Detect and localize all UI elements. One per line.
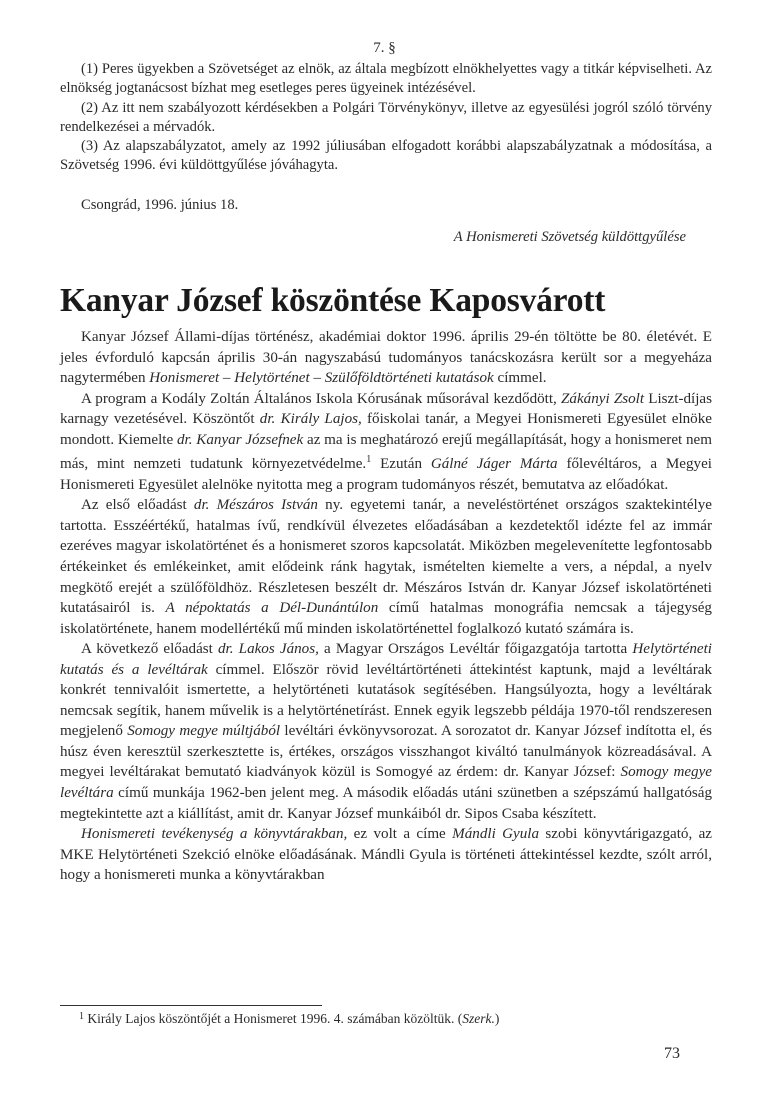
- italic-run: dr. Király Lajos,: [259, 411, 362, 428]
- footnote-reference: 1: [366, 454, 372, 466]
- text-run: ez volt a címe: [347, 826, 453, 843]
- text-run: az ma is meghatározó erejű megállapítását, hogy a honismeret nem más, mint nemzeti tudatunk környezetvédelme.: [60, 431, 712, 473]
- page-number: 73: [664, 1045, 680, 1062]
- text-run: című hatalmas monográfia nemcsak a tájegység iskolatörténete, hanem modellértékű mű minden iskolatörténettel foglalkozó kutató számára is.: [60, 600, 712, 637]
- footnote-divider: [60, 1005, 322, 1006]
- text-run: című munkája 1962-ben jelent meg. A második előadás utáni szünetben a szépszámú hallgatóság megtekintette azt a kiállítást, amit dr. Kanyar József munkáiból dr. Sipos Csaba készített.: [60, 785, 712, 822]
- text-run: Kanyar József Állami-díjas történész, akadémiai doktor 1996. április 29-én töltötte be 80. életévét. E jeles évforduló kapcsán április 30-án nagyszabású tudományos tanácskozásra került sor a megyeháza nagytermében: [60, 329, 712, 387]
- italic-run: dr. Kanyar Józsefnek: [176, 431, 304, 448]
- footnote-close: ): [494, 1011, 500, 1026]
- signature: A Honismereti Szövetség küldöttgyűlése: [453, 229, 686, 245]
- italic-run: dr. Mészáros István: [193, 497, 318, 514]
- footnote: [79, 1011, 499, 1027]
- article-title: Kanyar József köszöntése Kaposvárott: [60, 282, 606, 319]
- italic-run: Mándli Gyula: [452, 826, 540, 843]
- italic-run: Gálné Jáger Márta: [430, 456, 558, 473]
- italic-run: Somogy megye levéltára: [60, 764, 712, 802]
- statute-paragraph-1: (1) Peres ügyekben a Szövetséget az elnök, az általa megbízott elnökhelyettes vagy a titkár képviselheti. Az elnökség jogtanácsost bízhat meg esetleges peres ügyeinek intézésével.: [60, 61, 712, 97]
- article-paragraph-2: [60, 389, 712, 496]
- text-run: a Magyar Országos Levéltár főigazgatója tartotta: [318, 641, 633, 658]
- text-run: címmel. Először rövid levéltártörténeti áttekintést kaptunk, majd a levéltárak konkrét tennivalóit ismertette, a helytörténeti kutatások segítésében. Hangsúlyozta, hogy a levéltárak nemcsak segítik, hanem művelik is a helytörténetírást. Ennek egyik legszebb példája 1970-től rendszeresen megjelenő: [60, 661, 713, 740]
- statute-paragraph-2: (2) Az itt nem szabályozott kérdésekben a Polgári Törvénykönyv, illetve az egyesülési jogról szóló törvény rendelkezései a mérvadók.: [60, 99, 712, 135]
- italic-run: Zákányi Zsolt: [561, 390, 645, 407]
- article-paragraph-3: [60, 495, 712, 639]
- text-run: A program a Kodály Zoltán Általános Iskola Kórusának műsorával kezdődött,: [81, 390, 562, 407]
- text-run: Liszt-díjas karnagy vezetésével. Köszöntőt: [60, 390, 712, 428]
- article-paragraph-4: [60, 639, 712, 824]
- footnote-text: Király Lajos köszöntőjét a Honismeret 1996. 4. számában közöltük. (: [84, 1011, 463, 1026]
- text-run: A következő előadást: [81, 641, 218, 658]
- footnote-editor: Szerk.: [462, 1011, 495, 1026]
- italic-run: Somogy megye múltjából: [127, 723, 281, 740]
- italic-run: dr. Lakos János,: [218, 641, 319, 658]
- italic-run: Honismereti tevékenység a könyvtárakban,: [81, 826, 348, 843]
- footnote-marker: 1: [79, 1011, 84, 1022]
- italic-run: A népoktatás a Dél-Dunántúlon: [165, 600, 379, 617]
- statute-paragraph-3: (3) Az alapszabályzatot, amely az 1992 júliusában elfogadott korábbi alapszabályzatnak a módosítása, a Szövetség 1996. évi küldöttgyűlése jóváhagyta.: [60, 138, 712, 174]
- text-run: szobi könyvtárigazgató, az MKE Helytörténeti Szekció elnöke előadásának. Mándli Gyula is történeti áttekintéssel kezdte, szólt arról, hogy a honismereti munka a könyvtárakban: [60, 826, 713, 884]
- date-line: Csongrád, 1996. június 18.: [81, 197, 239, 213]
- article-paragraph-1: [60, 327, 712, 389]
- text-run: címmel.: [493, 370, 547, 387]
- text-run: főlevéltáros, a Megyei Honismereti Egyesület alelnöke nyitotta meg a program tudományos részét, bemutatva az előadókat.: [60, 456, 712, 493]
- text-run: ny. egyetemi tanár, a neveléstörténet országos szaktekintélye tartotta. Esszéértékű, hatalmas ívű, rendkívül élvezetes előadásában a kezdetektől idézte fel az immár ezeréves magyar iskolatörténet és a honismeret szoros kapcsolatát. Miközben megelevenítette legfontosabb értékeinket és emlékeinket, amit elődeink ránk hagytak, ismételten kiemelte a vers, a népdal, a nyelv megkötő erejét a szülőföldhöz. Részletesen beszélt dr. Mészáros István dr. Kanyar József iskolatörténeti kutatásairól is.: [60, 497, 712, 617]
- article-paragraph-5: [60, 824, 712, 886]
- text-run: Az első előadást: [81, 497, 194, 514]
- article-body: [60, 327, 712, 886]
- text-run: főiskolai tanár, a Megyei Honismereti Egyesület elnöke mondott. Kiemelte: [60, 411, 712, 448]
- italic-run: Helytörténeti kutatás és a levéltárak: [60, 641, 712, 678]
- section-mark: 7. §: [373, 40, 396, 56]
- statute-block: [60, 60, 712, 176]
- italic-run: Honismeret – Helytörténet – Szülőföldtörténeti kutatások: [149, 370, 494, 387]
- text-run: Ezután: [371, 456, 431, 473]
- text-run: levéltári évkönyvsorozat. A sorozatot dr. Kanyar József indította el, és húsz éven keresztül szerkesztette is, értékes, országos visszhangot kiváltó tanulmányok közreadásával. A megyei levéltárakat bemutató kiadványok közül is Somogyé az érdem: dr. Kanyar József:: [60, 723, 713, 781]
